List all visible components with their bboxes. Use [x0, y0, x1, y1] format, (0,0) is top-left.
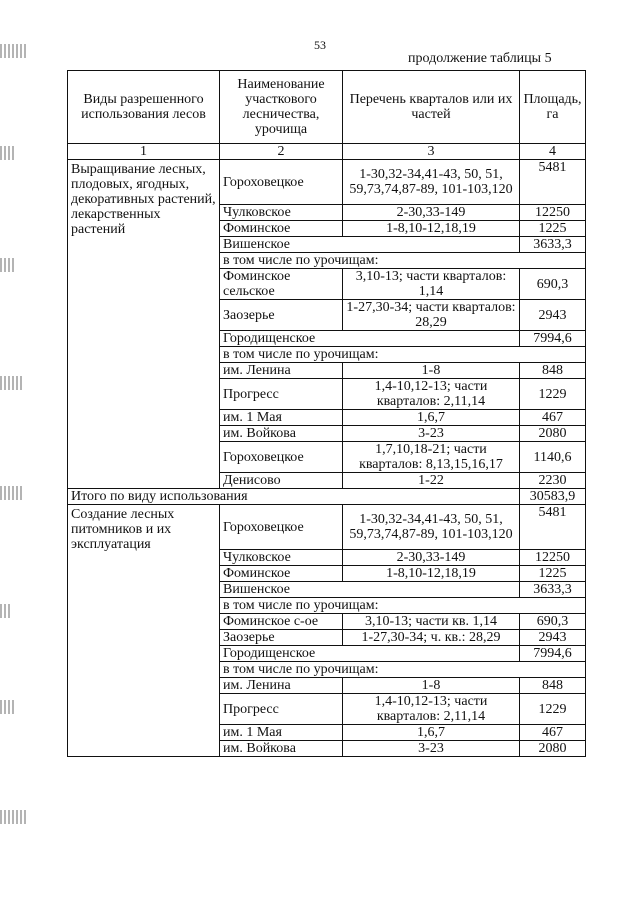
forestry-name: Вишенское [220, 237, 520, 253]
area-value: 690,3 [520, 614, 586, 630]
forestry-name: Городищенское [220, 331, 520, 347]
subgroup-label: в том числе по урочищам: [220, 662, 586, 678]
table-continuation-label: продолжение таблицы 5 [408, 51, 552, 66]
page-number: 53 [314, 38, 326, 52]
subgroup-label: в том числе по урочищам: [220, 598, 586, 614]
tract-name: им. 1 Мая [220, 410, 343, 426]
subgroup-label: в том числе по урочищам: [220, 347, 586, 363]
column-number: 2 [220, 144, 343, 160]
area-value: 3633,3 [520, 582, 586, 598]
forestry-name: Гороховецкое [220, 160, 343, 205]
tract-name: им. Войкова [220, 426, 343, 442]
tract-name: им. Ленина [220, 363, 343, 379]
total-label: Итого по виду использования [68, 489, 520, 505]
quarters-list: 1-8,10-12,18,19 [343, 221, 520, 237]
forestry-name: Чулковское [220, 550, 343, 566]
forestry-name: Вишенское [220, 582, 520, 598]
forestry-name: Чулковское [220, 205, 343, 221]
quarters-list: 3,10-13; части кварталов: 1,14 [343, 269, 520, 300]
quarters-list: 1-27,30-34; ч. кв.: 28,29 [343, 630, 520, 646]
forestry-name: Городищенское [220, 646, 520, 662]
total-row [68, 489, 586, 505]
forestry-name: Гороховецкое [220, 505, 343, 550]
area-value: 5481 [520, 505, 586, 550]
area-value: 1225 [520, 221, 586, 237]
quarters-list: 3,10-13; части кв. 1,14 [343, 614, 520, 630]
quarters-list: 1,6,7 [343, 410, 520, 426]
header-usage-type: Виды разрешенного использования лесов [68, 71, 220, 144]
tract-name: им. Войкова [220, 741, 343, 757]
tract-name: Фоминское с-ое [220, 614, 343, 630]
area-value: 848 [520, 363, 586, 379]
scan-edge-marks [0, 0, 30, 909]
quarters-list: 1,7,10,18-21; части кварталов: 8,13,15,16,17 [343, 442, 520, 473]
header-quarters-list: Перечень кварталов или их частей [343, 71, 520, 144]
area-value: 12250 [520, 205, 586, 221]
quarters-list: 1-27,30-34; части кварталов: 28,29 [343, 300, 520, 331]
tract-name: Прогресс [220, 379, 343, 410]
area-value: 2943 [520, 300, 586, 331]
quarters-list: 1-8 [343, 678, 520, 694]
area-value: 1225 [520, 566, 586, 582]
area-value: 2080 [520, 426, 586, 442]
area-value: 690,3 [520, 269, 586, 300]
area-value: 1140,6 [520, 442, 586, 473]
area-value: 1229 [520, 694, 586, 725]
column-number: 4 [520, 144, 586, 160]
forestry-name: Фоминское [220, 221, 343, 237]
quarters-list: 1,6,7 [343, 725, 520, 741]
column-number: 3 [343, 144, 520, 160]
area-value: 2230 [520, 473, 586, 489]
area-value: 467 [520, 410, 586, 426]
area-value: 2943 [520, 630, 586, 646]
usage-type-cell: Выращивание лесных, плодовых, ягодных, декоративных растений, лекарственных растений [68, 160, 220, 489]
forestry-name: Фоминское [220, 566, 343, 582]
area-value: 1229 [520, 379, 586, 410]
header-area: Площадь, га [520, 71, 586, 144]
tract-name: им. Ленина [220, 678, 343, 694]
quarters-list: 3-23 [343, 741, 520, 757]
table-header-row [68, 71, 586, 144]
quarters-list: 1-8 [343, 363, 520, 379]
quarters-list: 2-30,33-149 [343, 205, 520, 221]
quarters-list: 1,4-10,12-13; части кварталов: 2,11,14 [343, 694, 520, 725]
land-use-table [67, 70, 586, 757]
quarters-list: 1-30,32-34,41-43, 50, 51, 59,73,74,87-89, 101-103,120 [343, 505, 520, 550]
column-number: 1 [68, 144, 220, 160]
quarters-list: 1-22 [343, 473, 520, 489]
area-value: 12250 [520, 550, 586, 566]
area-value: 848 [520, 678, 586, 694]
quarters-list: 1-8,10-12,18,19 [343, 566, 520, 582]
tract-name: Заозерье [220, 300, 343, 331]
quarters-list: 3-23 [343, 426, 520, 442]
area-value: 3633,3 [520, 237, 586, 253]
column-number-row [68, 144, 586, 160]
quarters-list: 2-30,33-149 [343, 550, 520, 566]
tract-name: Заозерье [220, 630, 343, 646]
tract-name: Прогресс [220, 694, 343, 725]
area-value: 7994,6 [520, 646, 586, 662]
quarters-list: 1,4-10,12-13; части кварталов: 2,11,14 [343, 379, 520, 410]
table-row [68, 505, 586, 550]
area-value: 467 [520, 725, 586, 741]
usage-type-cell: Создание лесных питомников и их эксплуатация [68, 505, 220, 757]
subgroup-label: в том числе по урочищам: [220, 253, 586, 269]
area-value: 2080 [520, 741, 586, 757]
total-area: 30583,9 [520, 489, 586, 505]
header-forestry-name: Наименование участкового лесничества, урочища [220, 71, 343, 144]
tract-name: Гороховецкое [220, 442, 343, 473]
tract-name: Фоминское сельское [220, 269, 343, 300]
area-value: 7994,6 [520, 331, 586, 347]
area-value: 5481 [520, 160, 586, 205]
table-row [68, 160, 586, 205]
tract-name: им. 1 Мая [220, 725, 343, 741]
tract-name: Денисово [220, 473, 343, 489]
quarters-list: 1-30,32-34,41-43, 50, 51, 59,73,74,87-89, 101-103,120 [343, 160, 520, 205]
